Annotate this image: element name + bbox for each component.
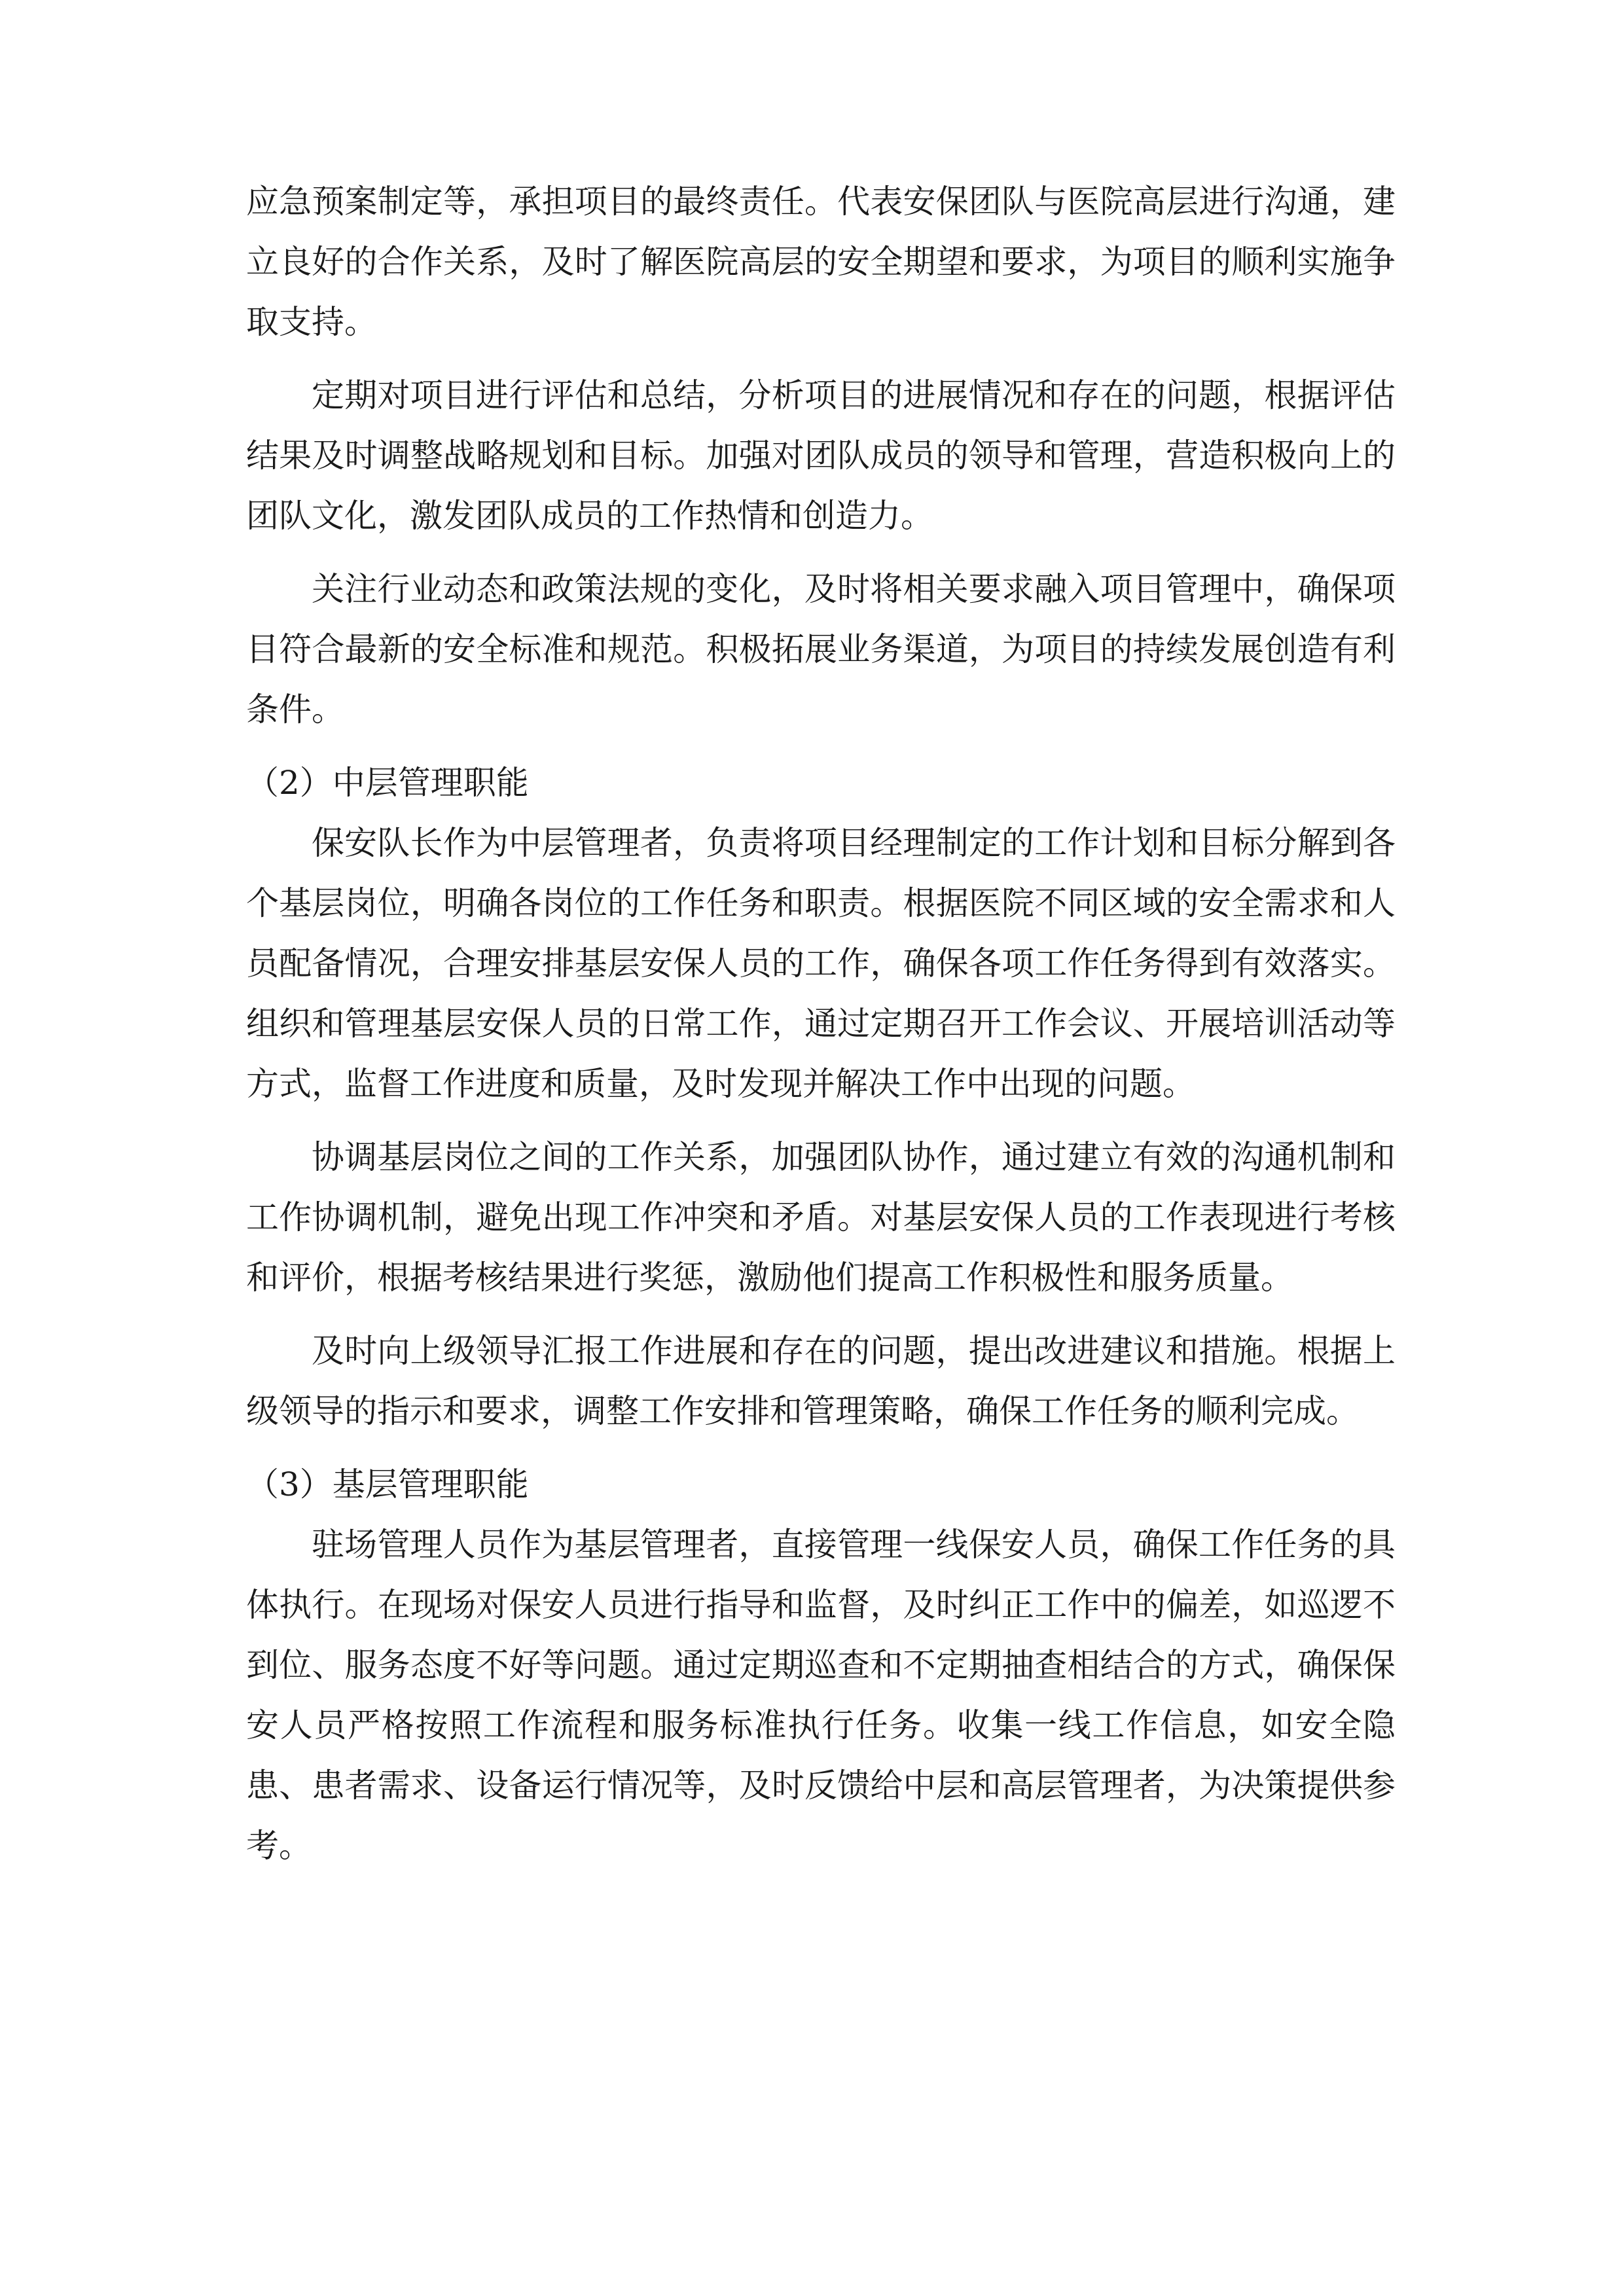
paragraph-continuation: 应急预案制定等，承担项目的最终责任。代表安保团队与医院高层进行沟通，建立良好的合作关系，及时了解医院高层的安全期望和要求，为项目的顺利实施争取支持。 [246, 183, 1396, 341]
paragraph-regulations: 关注行业动态和政策法规的变化，及时将相关要求融入项目管理中，确保项目符合最新的安全标准和规范。积极拓展业务渠道，为项目的持续发展创造有利条件。 [246, 570, 1396, 728]
paragraph-middle-3: 及时向上级领导汇报工作进展和存在的问题，提出改进建议和措施。根据上级领导的指示和要求，调整工作安排和管理策略，确保工作任务的顺利完成。 [246, 1332, 1396, 1430]
section-heading-middle: （2）中层管理职能 [246, 764, 529, 802]
paragraph-evaluation: 定期对项目进行评估和总结，分析项目的进展情况和存在的问题，根据评估结果及时调整战略规划和目标。加强对团队成员的领导和管理，营造积极向上的团队文化，激发团队成员的工作热情和创造力。 [246, 376, 1396, 535]
document-body [246, 171, 1396, 1876]
section-heading-basic: （3）基层管理职能 [246, 1465, 529, 1503]
section-middle-management [246, 753, 1396, 1441]
paragraph-middle-1: 保安队长作为中层管理者，负责将项目经理制定的工作计划和目标分解到各个基层岗位，明确各岗位的工作任务和职责。根据医院不同区域的安全需求和人员配备情况，合理安排基层安保人员的工作，确保各项工作任务得到有效落实。组织和管理基层安保人员的日常工作，通过定期召开工作会议、开展培训活动等方式，监督工作进度和质量，及时发现并解决工作中出现的问题。 [246, 824, 1396, 1103]
paragraph-middle-2: 协调基层岗位之间的工作关系，加强团队协作，通过建立有效的沟通机制和工作协调机制，避免出现工作冲突和矛盾。对基层安保人员的工作表现进行考核和评价，根据考核结果进行奖惩，激励他们提高工作积极性和服务质量。 [246, 1138, 1396, 1297]
section-basic-management [246, 1454, 1396, 1876]
paragraph-basic-1: 驻场管理人员作为基层管理者，直接管理一线保安人员，确保工作任务的具体执行。在现场对保安人员进行指导和监督，及时纠正工作中的偏差，如巡逻不到位、服务态度不好等问题。通过定期巡查和不定期抽查相结合的方式，确保保安人员严格按照工作流程和服务标准执行任务。收集一线工作信息，如安全隐患、患者需求、设备运行情况等，及时反馈给中层和高层管理者，为决策提供参考。 [246, 1526, 1396, 1865]
